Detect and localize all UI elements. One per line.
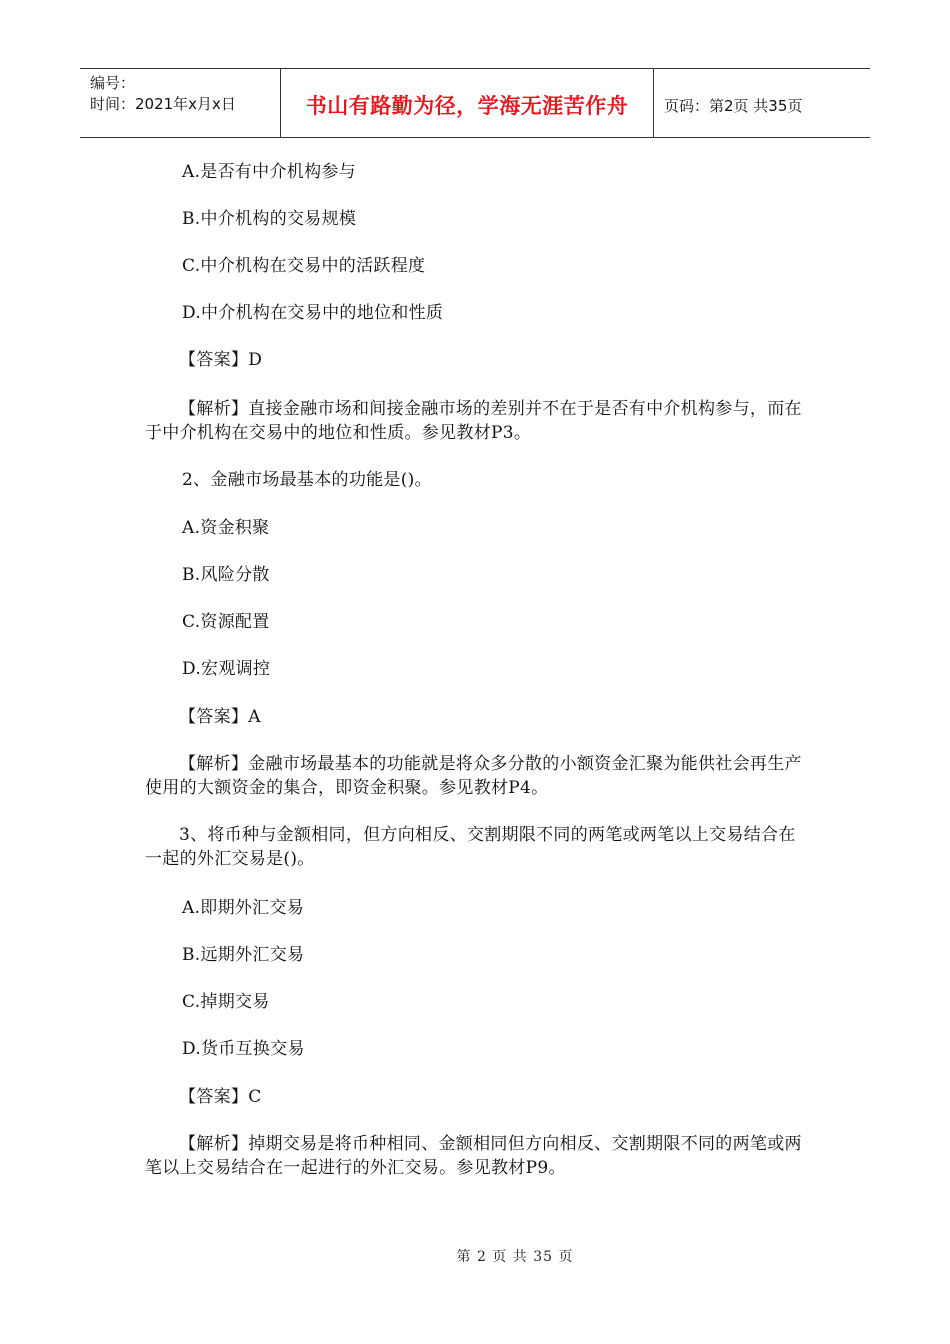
header-meta (80, 69, 281, 137)
q3-option-b: B.远期外汇交易 (182, 945, 305, 965)
page-footer: 第 2 页 共 35 页 (456, 1249, 574, 1265)
q3-answer: 【答案】C (179, 1087, 262, 1107)
q3-option-a: A.即期外汇交易 (182, 898, 305, 918)
q1-option-d: D.中介机构在交易中的地位和性质 (182, 303, 444, 323)
q3-option-c: C.掉期交易 (182, 992, 270, 1012)
q2-question: 2、金融市场最基本的功能是()。 (182, 470, 432, 490)
q2-option-c: C.资源配置 (182, 612, 270, 632)
doc-time-label: 时间：2021年x月x日 (90, 95, 236, 113)
q1-option-b: B.中介机构的交易规模 (182, 209, 357, 229)
doc-number-label: 编号： (90, 74, 136, 92)
q1-analysis: 【解析】直接金融市场和间接金融市场的差别并不在于是否有中介机构参与，而在于中介机构在交易中的地位和性质。参见教材P3。 (145, 399, 802, 443)
q3-analysis: 【解析】掉期交易是将币种相同、金额相同但方向相反、交割期限不同的两笔或两笔以上交易结合在一起进行的外汇交易。参见教材P9。 (145, 1134, 802, 1178)
q2-answer: 【答案】A (179, 707, 261, 727)
q2-option-a: A.资金积聚 (182, 518, 270, 538)
q2-option-d: D.宏观调控 (182, 659, 271, 679)
q1-option-c: C.中介机构在交易中的活跃程度 (182, 256, 426, 276)
q2-analysis: 【解析】金融市场最基本的功能就是将众多分散的小额资金汇聚为能供社会再生产使用的大额资金的集合，即资金积聚。参见教材P4。 (145, 754, 802, 798)
q3-question: 3、将币种与金额相同，但方向相反、交割期限不同的两笔或两笔以上交易结合在一起的外汇交易是()。 (145, 825, 796, 869)
q1-option-a: A.是否有中介机构参与 (182, 162, 356, 182)
page-header (80, 68, 870, 138)
header-page-info: 页码：第2页 共35页 (664, 96, 803, 115)
header-motto-cell (281, 69, 654, 137)
q1-answer: 【答案】D (179, 350, 263, 370)
header-motto: 书山有路勤为径，学海无涯苦作舟 (305, 94, 629, 118)
q3-option-d: D.货币互换交易 (182, 1039, 305, 1059)
q2-option-b: B.风险分散 (182, 565, 270, 585)
